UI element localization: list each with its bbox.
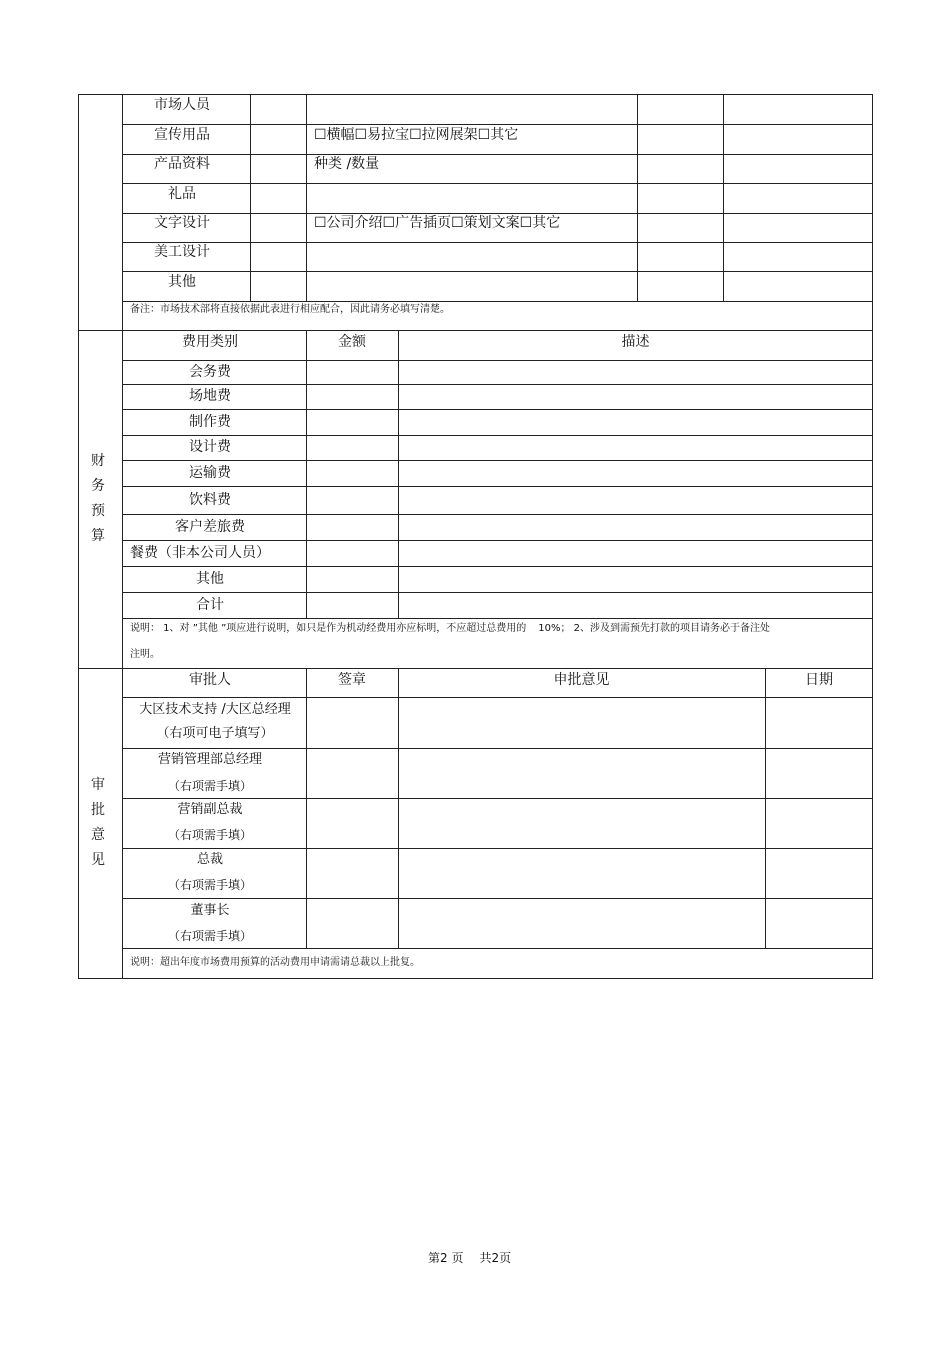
approver-note: （右项需手填） <box>167 779 252 793</box>
row-line <box>122 748 873 749</box>
expense-item: 设计费 <box>189 439 231 455</box>
row-line <box>122 124 873 125</box>
approver-note: （右项可电子填写） <box>156 726 274 741</box>
expense-item: 客户差旅费 <box>175 519 245 535</box>
approval-section-label <box>88 773 108 873</box>
row-line <box>122 301 873 302</box>
section-char: 见 <box>91 852 105 868</box>
note-part: 说明： 1、对 ”其他 ”项应进行说明，如只是作为机动经费用亦应标明，不应超过总费用的 <box>130 623 527 634</box>
row-line <box>122 460 873 461</box>
approver-title: 大区技术支持 /大区总经理 <box>139 702 291 717</box>
row-line <box>122 360 873 361</box>
note-part: 10%； 2、涉及到需预先打款的项目请务必于备注处 <box>538 623 771 634</box>
finance-note-line2: 注明。 <box>130 649 160 660</box>
row-line <box>122 540 873 541</box>
col-line <box>398 330 399 618</box>
approver-note: （右项需手填） <box>167 929 252 943</box>
section-char: 预 <box>91 503 105 519</box>
page-number <box>428 1249 511 1266</box>
expense-item: 其他 <box>196 571 224 587</box>
row-line <box>122 697 873 698</box>
expense-item: 场地费 <box>189 388 231 404</box>
promo-supplies-checkboxes[interactable]: ☐横幅☐易拉宝☐拉网展架☐其它 <box>314 127 519 143</box>
item-label-copywriting: 文字设计 <box>154 215 210 231</box>
item-label-other: 其他 <box>168 274 196 290</box>
expense-item: 制作费 <box>189 414 231 430</box>
header-date: 日期 <box>805 672 833 688</box>
row-line <box>122 592 873 593</box>
total-pages: 共2页 <box>479 1251 512 1265</box>
header-expense-category: 费用类别 <box>182 334 238 350</box>
expense-item: 会务费 <box>189 364 231 380</box>
row-line <box>122 271 873 272</box>
expense-item: 饮料费 <box>189 492 231 508</box>
copywriting-checkboxes[interactable]: ☐公司介绍☐广告插页☐策划文案☐其它 <box>314 215 561 231</box>
row-line <box>122 435 873 436</box>
approver-title: 总裁 <box>196 852 223 867</box>
approver-title: 营销副总裁 <box>177 802 243 817</box>
row-line <box>122 848 873 849</box>
col-line <box>637 94 638 301</box>
item-label-gifts: 礼品 <box>168 186 196 202</box>
expense-item: 运输费 <box>189 465 231 481</box>
row-line <box>122 898 873 899</box>
approver-title: 董事长 <box>190 903 230 918</box>
col-line <box>765 668 766 948</box>
section-char: 算 <box>91 528 105 544</box>
header-approver: 审批人 <box>189 672 231 688</box>
approver-title: 营销管理部总经理 <box>157 752 262 767</box>
label-column-divider <box>122 94 123 979</box>
col-line <box>723 94 724 301</box>
item-label-promo-supplies: 宣传用品 <box>154 127 210 143</box>
header-description: 描述 <box>621 334 650 350</box>
materials-note: 备注：市场技术部将直接依据此表进行相应配合，因此请务必填写清楚。 <box>130 304 450 315</box>
item-label-art-design: 美工设计 <box>154 244 210 260</box>
approver-note: （右项需手填） <box>167 878 252 892</box>
col-line <box>306 330 307 618</box>
finance-section-label <box>88 449 108 549</box>
current-page: 第2 页 <box>428 1251 464 1265</box>
item-label-product-materials: 产品资料 <box>154 156 210 172</box>
product-materials-type-quantity: 种类 /数量 <box>314 156 380 172</box>
row-line <box>122 566 873 567</box>
finance-note-line1 <box>130 622 770 636</box>
row-line <box>122 486 873 487</box>
col-line <box>250 94 251 301</box>
section-char: 意 <box>91 827 105 843</box>
section-divider <box>78 668 873 669</box>
approver-note: （右项需手填） <box>167 828 252 842</box>
section-divider <box>78 330 873 331</box>
col-line <box>398 668 399 948</box>
section-char: 审 <box>91 777 105 793</box>
row-line <box>122 183 873 184</box>
row-line <box>122 798 873 799</box>
col-line <box>306 94 307 301</box>
row-line <box>122 618 873 619</box>
header-opinion: 申批意见 <box>553 672 610 688</box>
col-line <box>306 668 307 948</box>
header-signature: 签章 <box>338 672 366 688</box>
item-label-marketing-staff: 市场人员 <box>154 97 210 113</box>
header-amount: 金额 <box>338 334 366 350</box>
approval-note: 说明：超出年度市场费用预算的活动费用申请需请总裁以上批复。 <box>130 957 420 968</box>
expense-item: 餐费（非本公司人员） <box>130 545 270 561</box>
section-char: 务 <box>91 478 105 494</box>
row-line <box>122 409 873 410</box>
row-line <box>122 514 873 515</box>
section-char: 财 <box>91 453 105 469</box>
row-line <box>122 384 873 385</box>
expense-item-total: 合计 <box>196 597 224 613</box>
section-char: 批 <box>91 802 105 818</box>
row-line <box>122 948 873 949</box>
